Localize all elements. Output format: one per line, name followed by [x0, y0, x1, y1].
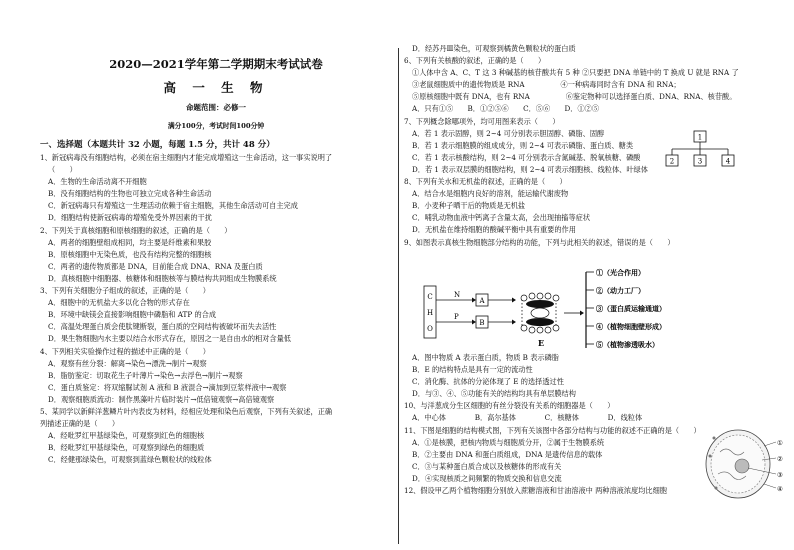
- box-b-label: B: [479, 319, 485, 327]
- hierarchy-label-2: 2: [669, 157, 675, 166]
- nucleus-label-2: ②: [777, 455, 783, 463]
- text-line: C．哺乳动物血液中钙离子含量太高，会出现抽搐等症状: [412, 213, 591, 223]
- function-4: ④（植物细胞壁形成）: [596, 322, 666, 331]
- text-line: 列描述正确的是（ ）: [40, 419, 120, 429]
- text-line: D．无机盐在维持细胞的酸碱平衡中具有重要的作用: [412, 225, 576, 235]
- cell-structure-figure: [414, 266, 714, 352]
- text-line: C．若 1 表示核酸结构，则 2~4 可分别表示含氮碱基、脱氧核糖、磷酸: [412, 152, 641, 162]
- membrane-diagram: [521, 293, 559, 333]
- text-line: B．②主要由 DNA 和蛋白质组成，DNA 是遗传信息的载体: [412, 449, 603, 459]
- text-line: A．细胞中的无机盐大多以化合物的形式存在: [48, 298, 190, 308]
- exam-info: 满分100分，考试时间100分钟: [167, 122, 265, 130]
- nucleolus: [735, 459, 749, 473]
- arrow-label-n: N: [454, 291, 461, 299]
- text-line: ⑤原核细胞中既有 DNA，也有 RNA ⑥鉴定物种可以选择蛋白质、DNA、RNA、核苷酸。: [412, 92, 737, 102]
- text-line: B．原核细胞中无染色质，也没有结构完整的细胞核: [48, 249, 212, 259]
- function-1: ①（光合作用）: [596, 268, 645, 277]
- text-line: B．脂肪鉴定：切取花生子叶薄片→染色→去浮色→制片→观察: [48, 370, 243, 380]
- text-line: C．蛋白质鉴定：将双缩脲试剂 A 液和 B 液混合→滴加到豆浆样液中→观察: [48, 382, 287, 392]
- text-line: C．新冠病毒只有增殖这一生理活动依赖于宿主细胞，其他生命活动可自主完成: [48, 201, 298, 211]
- exam-scope: 命题范围：必修一: [186, 103, 246, 112]
- text-line: A．若 1 表示固醇，则 2~4 可分别表示胆固醇、磷脂、固醇: [412, 128, 605, 138]
- text-line: D．④实现核质之间频繁的物质交换和信息交流: [412, 473, 562, 483]
- text-line: C．两者的遗传物质都是 DNA，目前能合成 DNA、RNA 及蛋白质: [48, 261, 263, 271]
- text-line: C．消化酶、抗体的分泌体现了 E 的选择透过性: [412, 377, 564, 387]
- function-3: ③（蛋白质运输通道）: [596, 304, 666, 313]
- text-line: A．两者的细胞壁组成相同，均主要是纤维素和果胶: [48, 237, 212, 247]
- nucleus-label-3: ③: [777, 471, 783, 479]
- left-question-list: [40, 152, 392, 466]
- text-line: （ ）: [48, 165, 77, 175]
- hierarchy-label-top: 1: [697, 133, 703, 142]
- text-line: B．环境中缺镁会直接影响细胞中磷脂和 ATP 的合成: [48, 310, 217, 320]
- text-line: B．E 的结构特点是具有一定的流动性: [412, 365, 533, 375]
- text-line: B．若 1 表示细胞膜的组成成分，则 2~4 可表示磷脂、蛋白质、糖类: [412, 140, 634, 150]
- text-line: 10、与洋葱成分生区细胞的有丝分裂没有关系的细胞器是（ ）: [404, 401, 615, 411]
- column-divider: [398, 48, 399, 544]
- text-line: ①人体中含 A、C、T 这 3 种碱基的核苷酸共有 5 种 ②只要把 DNA 单链中的 T 换成 U 就是 RNA 了: [412, 68, 739, 78]
- box-a-label: A: [479, 297, 485, 305]
- text-line: A．经吡罗红甲基绿染色，可观察到红色的细胞核: [48, 431, 205, 441]
- hierarchy-label-3: 3: [697, 157, 703, 166]
- text-line: D．真核细胞中细胞器、核糖体和细胞核等与膜结构共同组成生物膜系统: [48, 273, 277, 283]
- arrow-label-p: P: [454, 313, 459, 321]
- element-o: O: [427, 325, 433, 333]
- exam-subject: 高 一 生 物: [163, 80, 269, 95]
- text-line: A．观察有丝分裂：解离→染色→漂洗→制片→观察: [48, 358, 207, 368]
- text-line: B．没有细胞结构的生物也可独立完成各种生命活动: [48, 189, 212, 199]
- membrane-label-e: E: [538, 338, 545, 348]
- text-line: B．小麦种子晒干后的物质是无机盐: [412, 201, 526, 211]
- text-line: 2、下列关于真核细胞和原核细胞的叙述，正确的是（ ）: [40, 225, 232, 235]
- nucleus-figure: [702, 426, 788, 502]
- text-line: D．与③、④、⑤功能有关的结构均具有单层膜结构: [412, 389, 576, 399]
- text-line: 12、假设甲乙两个植物细胞分别放入蔗糖溶液和甘油溶液中 两种溶液浓度均比细胞: [404, 486, 667, 496]
- text-line: A．只有①⑤ B．①②⑤⑥ C．⑤⑥ D．①②⑤: [412, 104, 600, 114]
- text-line: A．图中物质 A 表示蛋白质，物质 B 表示磷脂: [412, 353, 559, 362]
- element-h: H: [426, 309, 434, 317]
- left-column: [40, 138, 392, 466]
- hierarchy-figure: [660, 130, 742, 170]
- text-line: D．细胞结构使新冠病毒的增殖免受外界因素的干扰: [48, 213, 212, 223]
- text-line: C．经健那绿染色，可观察到蓝绿色颗粒状的线粒体: [48, 455, 212, 465]
- text-line: 1、新冠病毒没有细胞结构，必须在宿主细胞内才能完成增殖这一生命活动，这一事实说明了: [40, 153, 333, 162]
- nucleus-label-4: ④: [777, 485, 783, 493]
- text-line: A．生物的生命活动离不开细胞: [48, 177, 147, 187]
- section-heading: 一、选择题（本题共计 32 小题，每题 1.5 分，共计 48 分）: [40, 140, 275, 150]
- text-line: 5、某同学以新鲜洋葱鳞片叶内表皮为材料，经相应处理和染色后观察，下列有关叙述，正确: [40, 406, 333, 416]
- text-line: D．果生物细胞内水主要以结合水形式存在，原因之一是自由水的相对含量低: [48, 334, 291, 344]
- text-line: A．中心体 B．高尔基体 C．核糖体 D．线粒体: [412, 413, 643, 423]
- element-c: C: [427, 293, 433, 301]
- text-line: A．①是核膜，把核内物质与细胞质分开，②属于生物膜系统: [412, 437, 605, 447]
- text-line: D．若 1 表示双层膜的细胞结构，则 2~4 可表示细胞核、线粒体、叶绿体: [412, 164, 648, 174]
- text-line: D．经苏丹Ⅲ染色，可观察到橘黄色颗粒状的蛋白质: [412, 44, 576, 53]
- text-line: 6、下列有关核酸的叙述，正确的是（ ）: [404, 56, 546, 66]
- text-line: A．结合水是细胞内良好的溶剂，能运输代谢废物: [412, 189, 569, 199]
- text-line: 11、下图是细胞的结构模式图，下列有关该图中各部分结构与功能的叙述不正确的是（ ）: [404, 425, 701, 435]
- function-5: ⑤（植物渗透吸水）: [596, 340, 659, 349]
- hierarchy-label-4: 4: [725, 157, 731, 166]
- function-2: ②（动力工厂）: [596, 286, 645, 295]
- nucleus-label-1: ①: [777, 439, 783, 447]
- text-line: D．观察细胞质流动：制作黑藻叶片临时装片→低倍镜观察→高倍镜观察: [48, 394, 275, 404]
- exam-title: 2020—2021学年第二学期期末考试试卷: [109, 57, 323, 71]
- text-line: B．经吡罗红甲基绿染色，可观察到绿色的细胞质: [48, 443, 205, 453]
- text-line: 9、如图表示真核生物细胞部分结构的功能，下列与此相关的叙述，错误的是（ ）: [404, 237, 675, 247]
- text-line: C．③与某种蛋白质合成以及核糖体的形成有关: [412, 461, 562, 471]
- text-line: 4、下列相关实验操作过程的描述中正确的是（ ）: [40, 346, 210, 356]
- text-line: 3、下列有关细胞分子组成的叙述，正确的是（ ）: [40, 286, 210, 296]
- text-line: 8、下列有关水和无机盐的叙述，正确的是（ ）: [404, 177, 567, 187]
- text-line: C．高温处理蛋白质会使肽键断裂，蛋白质的空间结构被破坏而失去活性: [48, 322, 277, 332]
- text-line: ③老鼠细胞质中的遗传物质是 RNA ④一种病毒同时含有 DNA 和 RNA；: [412, 80, 681, 90]
- text-line: 7、下列概念除哪项外，均可用图来表示（ ）: [404, 116, 560, 126]
